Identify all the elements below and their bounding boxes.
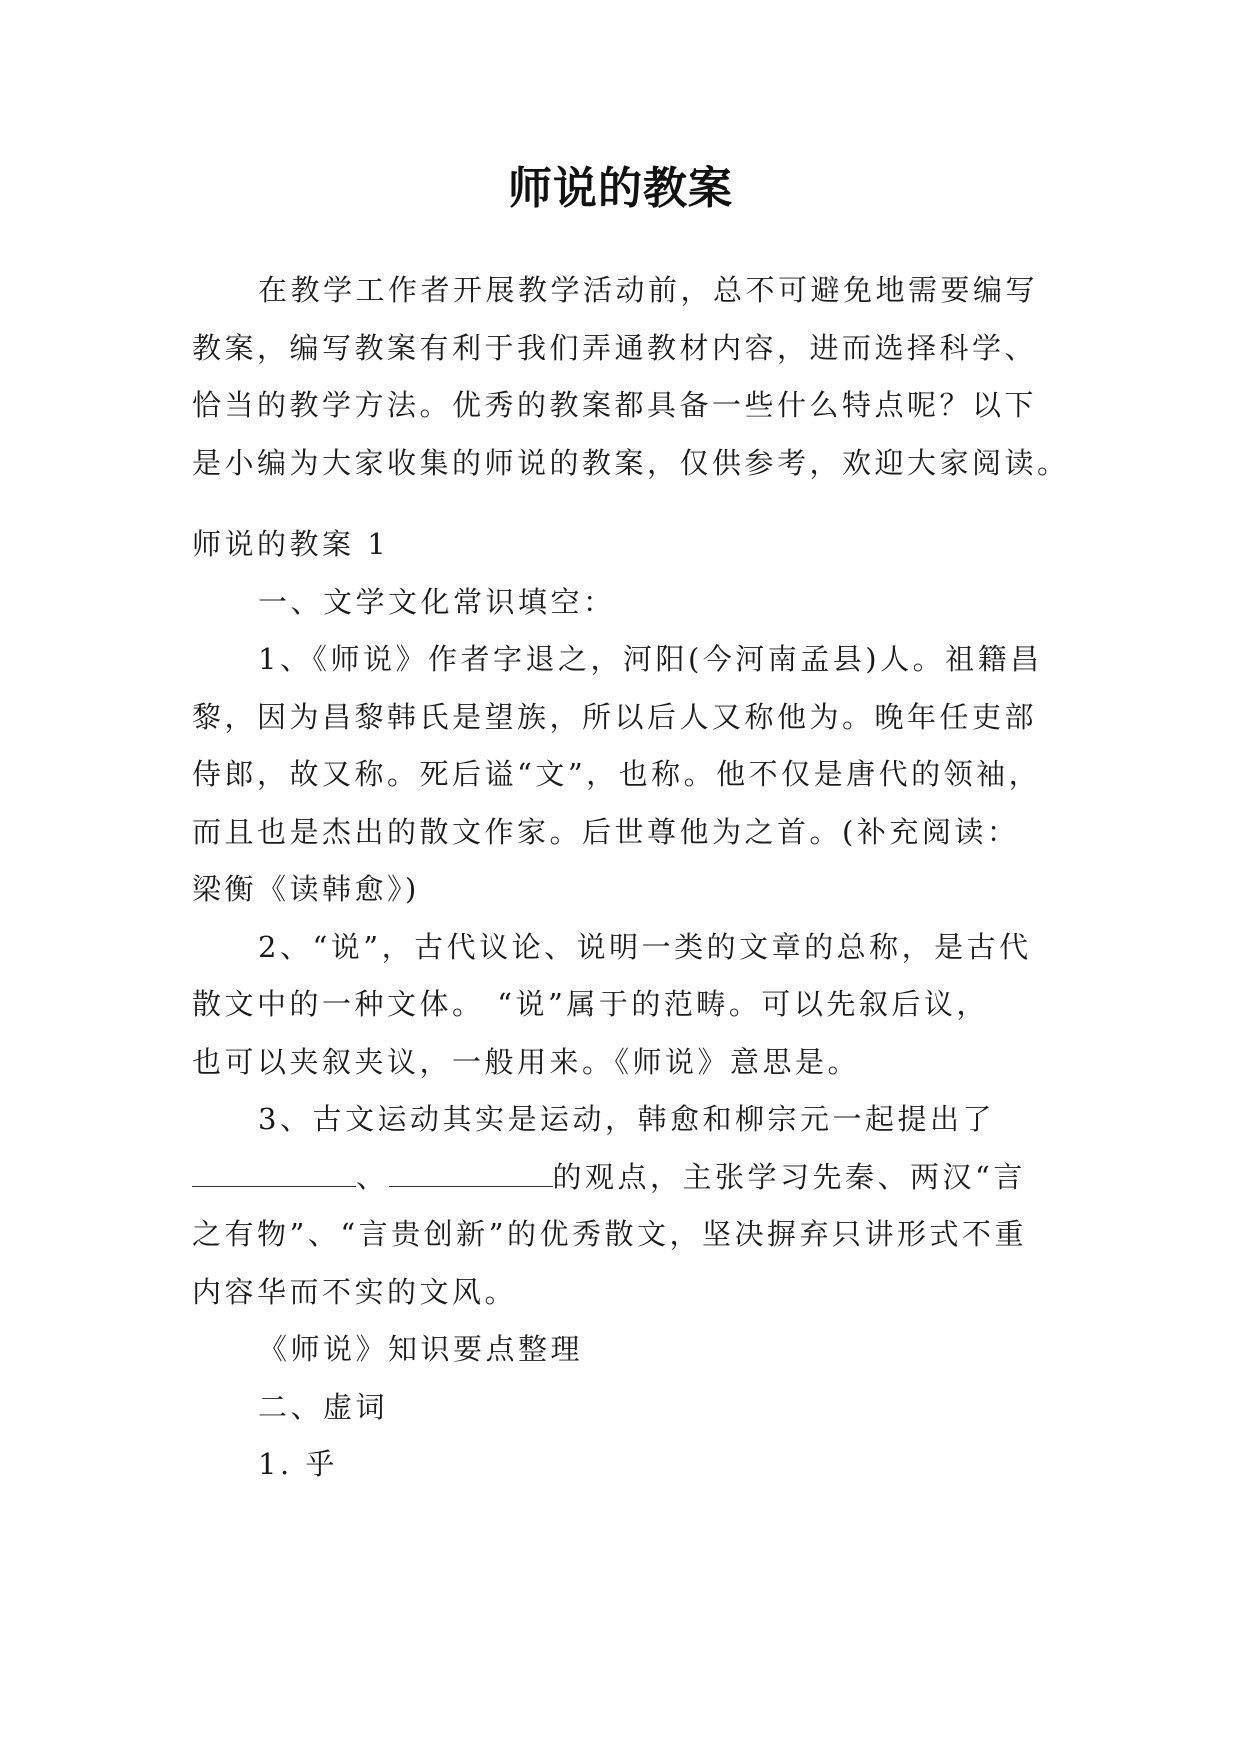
fill-blank-1 <box>192 1156 356 1187</box>
item1-line: 侍郎，故又称。死后谥“文”，也称。他不仅是唐代的领袖， <box>192 757 1042 791</box>
item1-line: 而且也是杰出的散文作家。后世尊他为之首。(补充阅读： <box>192 814 1020 849</box>
item1-line: 黎，因为昌黎韩氏是望族，所以后人又称他为。晚年任吏部 <box>192 699 1038 734</box>
blank-separator: 、 <box>356 1159 389 1194</box>
item3-blanks-line <box>192 1149 1062 1207</box>
intro-line: 是小编为大家收集的师说的教案，仅供参考，欢迎大家阅读。 <box>192 445 1070 480</box>
item3-after-blanks: 的观点，主张学习先秦、两汉“言 <box>552 1159 1026 1194</box>
item1-line: 梁衡《读韩愈》) <box>192 872 420 906</box>
knowledge-heading: 《师说》知识要点整理 <box>258 1332 584 1366</box>
intro-line: 恰当的教学方法。优秀的教案都具备一些什么特点呢？以下 <box>192 388 1038 422</box>
item1-line: 1、《师说》作者字退之，河阳(今河南孟县)人。祖籍昌 <box>258 642 1043 676</box>
intro-paragraph <box>192 262 1070 492</box>
intro-line: 在教学工作者开展教学活动前，总不可避免地需要编写 <box>258 273 1039 307</box>
fill-blank-2 <box>389 1156 553 1187</box>
item3-line: 内容华而不实的文风。 <box>192 1274 518 1309</box>
lesson-body <box>192 516 1062 1494</box>
part1-heading: 一、文学文化常识填空： <box>258 584 616 619</box>
item3-line: 之有物”、“言贵创新”的优秀散文，坚决摒弃只讲形式不重 <box>192 1217 1027 1251</box>
intro-line: 教案，编写教案有利于我们弄通教材内容，进而选择科学、 <box>192 330 1038 365</box>
item2-line: 2、“说”，古代议论、说明一类的文章的总称，是古代 <box>258 929 1032 964</box>
part2-heading: 二、虚词 <box>258 1389 389 1424</box>
part2-item: 1. 乎 <box>258 1447 338 1481</box>
item3-line: 3、古文运动其实是运动，韩愈和柳宗元一起提出了 <box>258 1102 995 1136</box>
item2-line: 也可以夹叙夹议，一般用来。《师说》意思是。 <box>192 1044 861 1079</box>
item2-line: 散文中的一种文体。 “说”属于的范畴。可以先叙后议， <box>192 987 989 1021</box>
section-heading: 师说的教案 1 <box>192 527 390 561</box>
document-title: 师说的教案 <box>508 163 733 214</box>
